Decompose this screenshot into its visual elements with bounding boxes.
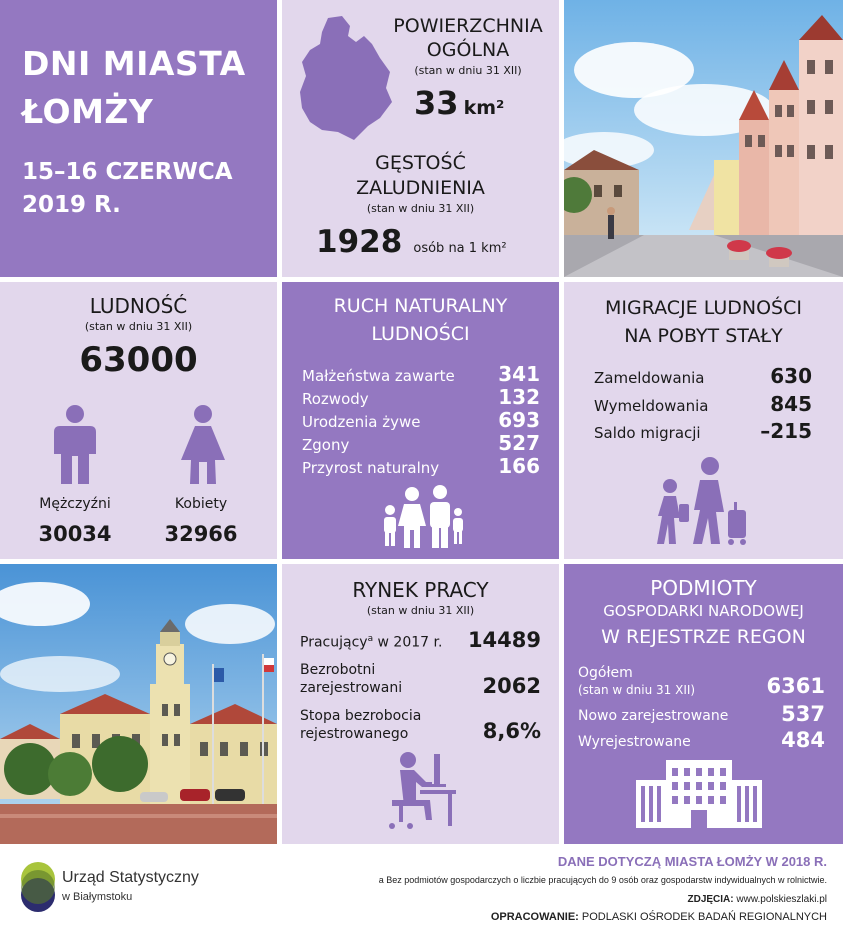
women-value: 32966 [164, 522, 238, 546]
employed-value: 14489 [467, 628, 541, 652]
labor-title: RYNEK PRACY [352, 578, 489, 602]
regon-removed-value: 484 [781, 728, 825, 752]
office-building-icon [636, 760, 762, 828]
natural-row-value: 132 [498, 385, 540, 409]
rate-label [300, 707, 421, 743]
population-tile [0, 282, 277, 559]
rate-label-line1: Stopa bezrobocia [300, 708, 422, 724]
prepared-by [491, 911, 827, 923]
migration-row [594, 419, 812, 443]
org-city: w Białymstoku [62, 891, 133, 903]
natural-row [302, 362, 540, 386]
labor-note: (stan w dniu 31 XII) [366, 604, 475, 617]
town-hall-photo [0, 564, 277, 844]
density-value-group [316, 224, 507, 260]
natural-movement-tile [282, 282, 559, 559]
natural-row-value: 527 [498, 431, 540, 455]
area-unit: km² [463, 97, 505, 119]
area-note: (stan w dniu 31 XII) [414, 64, 522, 77]
migration-row-value: 845 [770, 392, 812, 416]
employed-suffix: w 2017 r. [373, 634, 443, 651]
employed-label-group [300, 634, 442, 651]
migration-row-value: 630 [770, 364, 812, 388]
migration-row-label: Wymeldowania [594, 397, 709, 415]
men-value: 30034 [38, 522, 112, 546]
migration-row [594, 364, 812, 388]
travelers-icon [654, 456, 754, 546]
migration-row-value: –215 [760, 419, 812, 443]
photo-credit-label: ZDJĘCIA: [687, 894, 734, 905]
area-value: 33 [414, 84, 459, 122]
regon-title-line3: W REJESTRZE REGON [601, 626, 806, 648]
area-title-line2: OGÓLNA [426, 39, 510, 61]
natural-title-line2: LUDNOŚCI [371, 323, 470, 345]
migration-title-line1: MIGRACJE LUDNOŚCI [604, 297, 802, 319]
natural-row [302, 454, 540, 478]
regon-removed-label: Wyrejestrowane [578, 734, 691, 750]
regon-new-label: Nowo zarejestrowane [578, 708, 729, 724]
office-worker-icon [386, 750, 458, 830]
prepared-by-value: PODLASKI OŚRODEK BADAŃ REGIONALNYCH [581, 911, 827, 923]
regon-new-value: 537 [781, 702, 825, 726]
natural-title-line1: RUCH NATURALNY [333, 295, 508, 317]
natural-row [302, 385, 540, 409]
unemployed-value: 2062 [482, 674, 541, 698]
density-unit: osób na 1 km² [413, 241, 507, 256]
statistics-office-logo [18, 861, 58, 913]
event-title-line1: DNI MIASTA [22, 44, 246, 83]
natural-row-label: Rozwody [302, 390, 369, 408]
migration-row [594, 392, 812, 416]
density-value: 1928 [316, 224, 403, 260]
employed-label: Pracujący [300, 634, 368, 651]
men-label: Mężczyźni [39, 496, 111, 512]
population-note: (stan w dniu 31 XII) [84, 320, 193, 333]
migration-row-label: Saldo migracji [594, 424, 701, 442]
event-dates-line2: 2019 R. [22, 192, 121, 218]
regon-total-value: 6361 [766, 674, 825, 698]
prepared-by-label: OPRACOWANIE: [490, 911, 579, 923]
street-photo [564, 0, 843, 277]
labor-market-tile [282, 564, 559, 844]
natural-row-value: 693 [498, 408, 540, 432]
footer-heading: DANE DOTYCZĄ MIASTA ŁOMŻY W 2018 R. [557, 854, 827, 869]
photo-credit-value: www.polskieszlaki.pl [736, 894, 827, 905]
population-total: 63000 [79, 340, 198, 380]
natural-row-label: Urodzenia żywe [302, 413, 421, 431]
natural-row-label: Małżeństwa zawarte [302, 367, 455, 385]
area-density-tile [282, 0, 559, 277]
natural-row-label: Zgony [302, 436, 350, 454]
unemployed-label-line2: zarejestrowani [300, 680, 403, 696]
woman-icon [179, 404, 227, 484]
org-name: Urząd Statystyczny [62, 869, 199, 886]
natural-row [302, 431, 540, 455]
man-icon [52, 404, 98, 484]
footer-footnote: a Bez podmiotów gospodarczych o liczbie pracujących do 9 osób oraz gospodarstw indywidualnych w rolnictwie. [378, 875, 827, 885]
unemployed-label-line1: Bezrobotni [300, 662, 376, 678]
migration-row-label: Zameldowania [594, 369, 705, 387]
regon-title-line2: GOSPODARKI NARODOWEJ [603, 602, 804, 620]
event-title-line2: ŁOMŻY [22, 92, 154, 131]
migration-tile [564, 282, 843, 559]
title-tile [0, 0, 277, 277]
density-note: (stan w dniu 31 XII) [366, 202, 475, 215]
regon-tile [564, 564, 843, 844]
regon-total-note: (stan w dniu 31 XII) [578, 683, 696, 697]
employed-footnote-mark: a [367, 634, 374, 644]
natural-row-label: Przyrost naturalny [302, 459, 440, 477]
migration-title-line2: NA POBYT STAŁY [624, 325, 783, 347]
natural-row-value: 341 [498, 362, 540, 386]
natural-row-value: 166 [498, 454, 540, 478]
rate-value: 8,6% [482, 719, 541, 743]
natural-row [302, 408, 540, 432]
event-dates-line1: 15–16 CZERWCA [22, 159, 233, 185]
footer [0, 849, 843, 931]
density-title-line2: ZALUDNIENIA [356, 177, 485, 199]
unemployed-label [300, 661, 402, 697]
women-label: Kobiety [174, 496, 228, 512]
family-icon [380, 482, 464, 548]
area-title-line1: POWIERZCHNIA [393, 15, 543, 37]
rate-label-line2: rejestrowanego [300, 726, 409, 742]
area-value-group [414, 84, 504, 122]
regon-total-label: Ogółem [578, 665, 633, 681]
photo-credit [688, 894, 828, 905]
density-title-line1: GĘSTOŚĆ [375, 152, 466, 174]
regon-title-line1: PODMIOTY [650, 576, 757, 600]
population-title: LUDNOŚĆ [89, 294, 188, 318]
